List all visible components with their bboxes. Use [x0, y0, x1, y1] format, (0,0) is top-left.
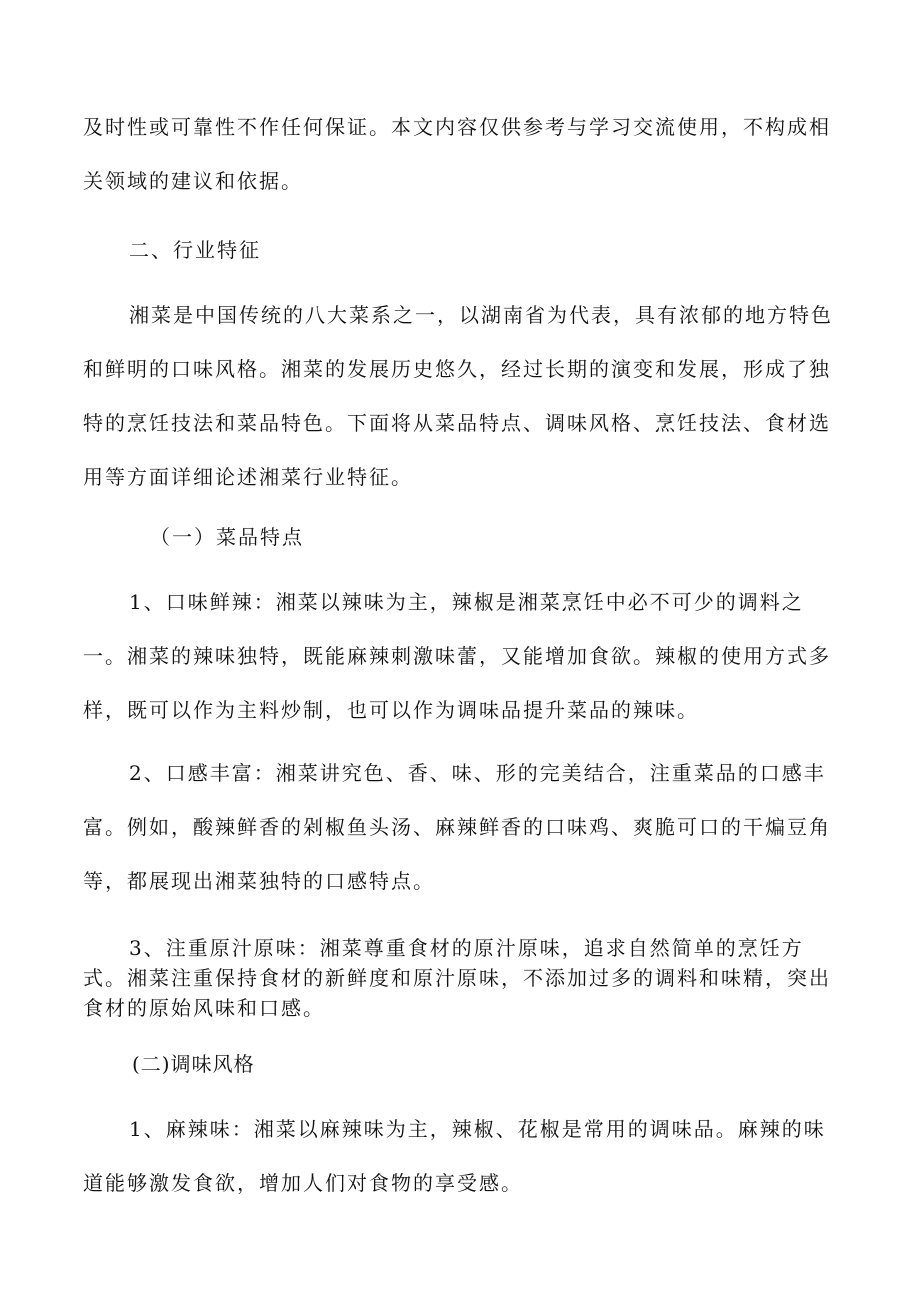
list-item-mala-flavor: 1、麻辣味：湘菜以麻辣味为主，辣椒、花椒是常用的调味品。麻辣的味道能够激发食欲，增加人们对食物的享受感。 — [83, 1117, 826, 1195]
subsection-heading-seasoning-style: (二)调味风格 — [132, 1052, 255, 1076]
section-heading-industry-features: 二、行业特征 — [129, 238, 261, 262]
intro-paragraph-tail: 及时性或可靠性不作任何保证。本文内容仅供参考与学习交流使用，不构成相关领域的建议和依据。 — [83, 115, 831, 193]
list-item-rich-texture: 2、口感丰富：湘菜讲究色、香、味、形的完美结合，注重菜品的口感丰富。例如，酸辣鲜香的剁椒鱼头汤、麻辣鲜香的口味鸡、爽脆可口的干煸豆角等，都展现出湘菜独特的口感特点。 — [83, 761, 831, 893]
list-item-spicy-flavor: 1、口味鲜辣：湘菜以辣味为主，辣椒是湘菜烹饪中必不可少的调料之一。湘菜的辣味独特，既能麻辣刺激味蕾，又能增加食欲。辣椒的使用方式多样，既可以作为主料炒制，也可以作为调味品提升菜品的辣味。 — [83, 590, 831, 722]
list-item-original-flavor: 3、注重原汁原味：湘菜尊重食材的原汁原味，追求自然简单的烹饪方式。湘菜注重保持食材的新鲜度和原汁原味，不添加过多的调料和味精，突出食材的原始风味和口感。 — [83, 936, 831, 1020]
subsection-heading-dish-characteristics: （一）菜品特点 — [150, 525, 304, 549]
section-two-body-paragraph: 湘菜是中国传统的八大菜系之一，以湖南省为代表，具有浓郁的地方特色和鲜明的口味风格。湘菜的发展历史悠久，经过长期的演变和发展，形成了独特的烹饪技法和菜品特色。下面将从菜品特点、调味风格、烹饪技法、食材选用等方面详细论述湘菜行业特征。 — [83, 303, 833, 489]
